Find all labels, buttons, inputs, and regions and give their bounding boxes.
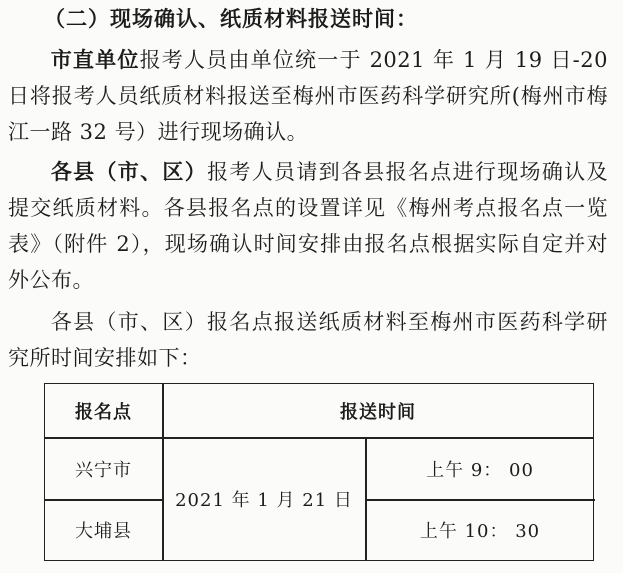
row-site: 大埔县 [75,521,132,542]
paragraph-body: 各县（市、区）报名点报送纸质材料至梅州市医药科学研究所时间安排如下： [8,310,608,370]
schedule-table [44,383,594,561]
paragraph-municipal-units [8,42,608,150]
row-time: 上午 10： 30 [419,521,541,542]
row-time: 上午 9： 00 [426,460,534,481]
paragraph-schedule-intro [8,304,608,376]
section-heading: （二）现场确认、纸质材料报送时间： [44,6,418,31]
header-time: 报送时间 [340,401,416,423]
row-site: 兴宁市 [75,460,132,481]
paragraph-lead: 市直单位 [50,47,140,72]
paragraph-body: 报考人员请到各县报名点进行现场确认及提交纸质材料。各县报名点的设置详见《梅州考点报名点一览表》（附件 2），现场确认时间安排由报名点根据实际自定并对外公布。 [8,160,609,292]
paragraph-body: 报考人员由单位统一于 2021 年 1 月 19 日-20 日将报考人员纸质材料报送至梅州市医药科学研究所(梅州市梅江一路 32 号）进行现场确认。 [8,48,608,144]
delivery-date: 2021 年 1 月 21 日 [175,490,353,511]
paragraph-counties [8,154,608,298]
paragraph-lead: 各县（市、区） [50,159,208,184]
header-site: 报名点 [75,401,132,423]
